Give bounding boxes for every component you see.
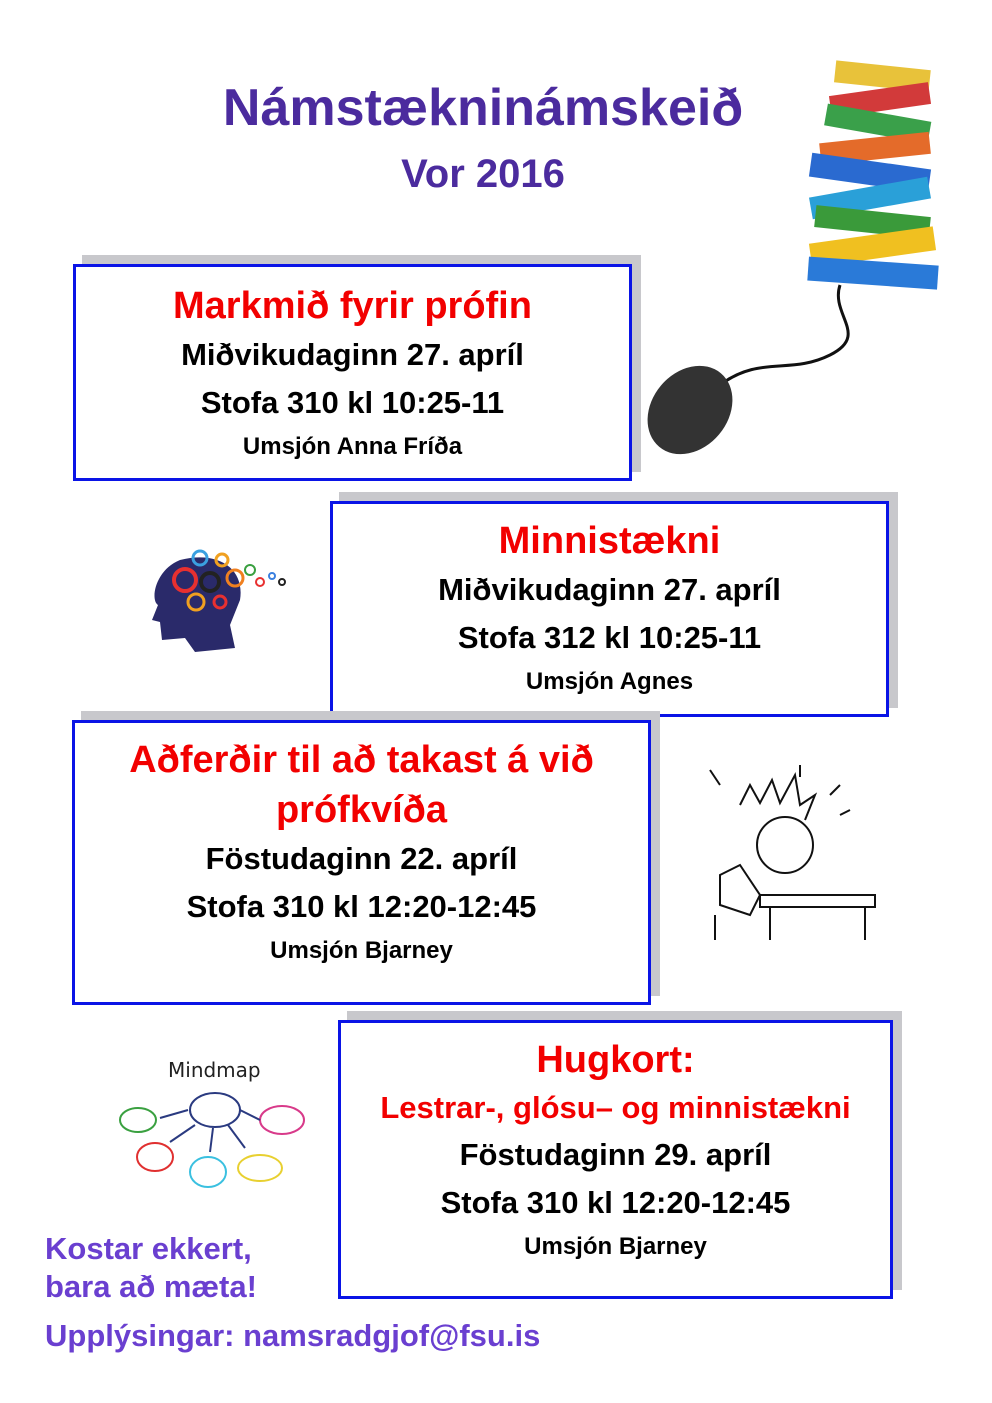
session-room: Stofa 310 kl 12:20-12:45 [186,889,537,924]
mouse-icon [640,349,750,471]
session-title: Markmið fyrir prófin [173,285,532,327]
session-card-goals [73,264,632,481]
cartoon-studying-image [700,765,880,945]
session-host: Umsjón Bjarney [524,1233,707,1260]
session-title: Hugkort: [536,1039,695,1081]
contact-info: Upplýsingar: namsradgjof@fsu.is [45,1318,541,1353]
mindmap-image [110,1090,310,1200]
cost-line-1: Kostar ekkert, [45,1231,252,1266]
mindmap-label: Mindmap [168,1058,261,1082]
session-subtitle: Lestrar-, glósu– og minnistækni [380,1090,851,1125]
session-title: Minnistækni [498,520,721,562]
session-room: Stofa 310 kl 10:25-11 [200,385,505,420]
session-host: Umsjón Anna Fríða [242,433,463,460]
session-room: Stofa 310 kl 12:20-12:45 [440,1185,791,1220]
poster-title: Námstækninámskeið [222,79,744,137]
session-date: Föstudaginn 22. apríl [205,841,518,876]
session-card-mindmap [338,1020,893,1299]
session-room: Stofa 312 kl 10:25-11 [457,620,762,655]
books-mouse-image [640,55,980,475]
session-title: Aðferðir til að takast á við prófkvíða [129,739,594,831]
books-icon [807,60,938,289]
session-date: Miðvikudaginn 27. apríl [181,337,524,372]
brain-gears-image [150,540,290,655]
cost-line-2: bara að mæta! [45,1269,257,1304]
session-host: Umsjón Agnes [525,668,694,695]
session-date: Miðvikudaginn 27. apríl [438,572,781,607]
session-card-memory [330,501,889,717]
cost-note [45,1230,257,1306]
poster-subtitle: Vor 2016 [401,152,565,196]
session-card-anxiety [72,720,651,1005]
session-host: Umsjón Bjarney [270,937,453,964]
session-date: Föstudaginn 29. apríl [459,1137,772,1172]
